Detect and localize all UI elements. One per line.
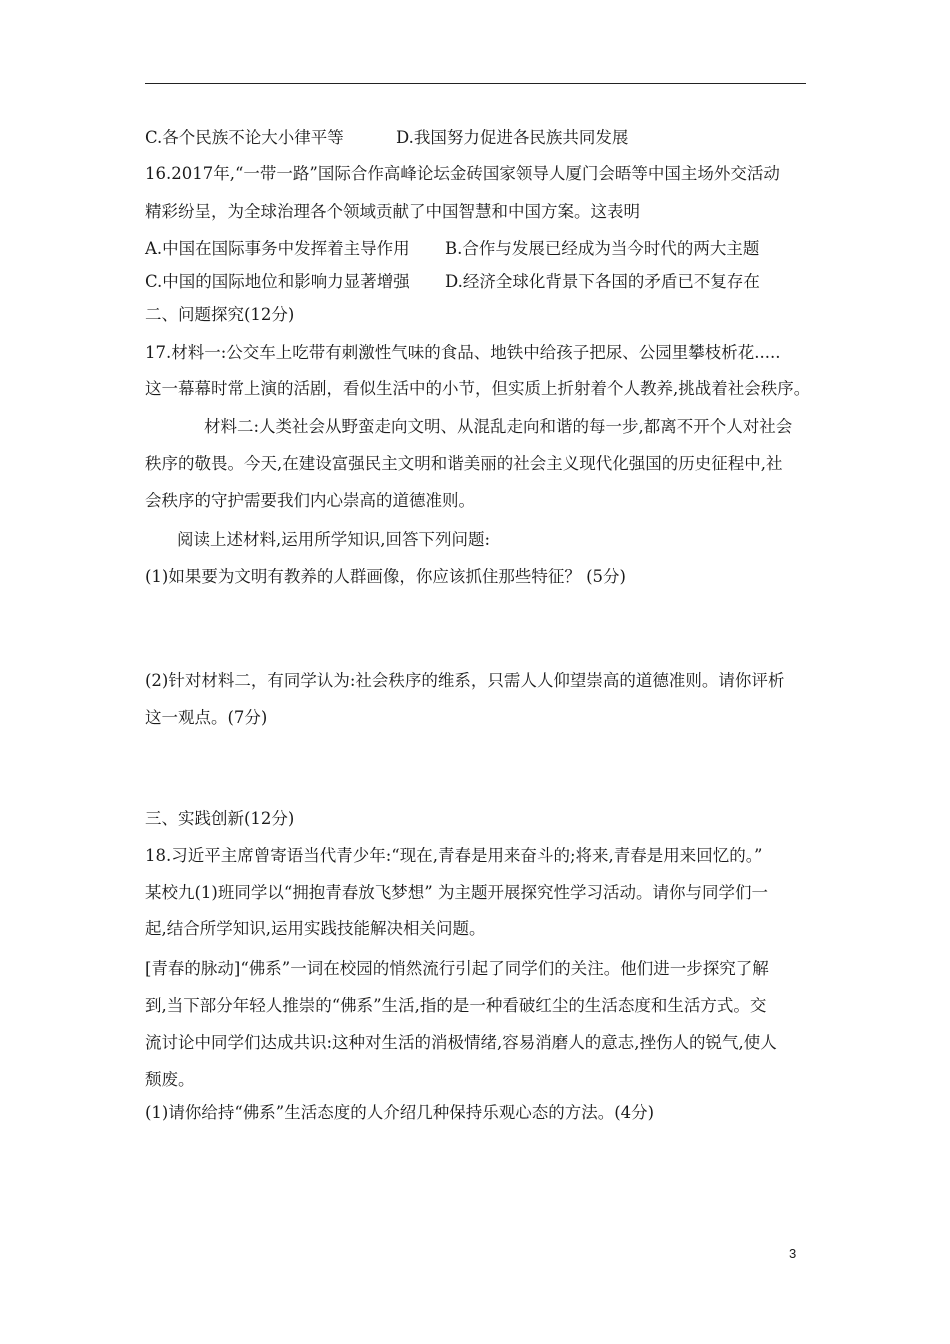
q16-option-a: A.中国在国际事务中发挥着主导作用 — [145, 239, 410, 258]
q16-stem-line-2: 精彩纷呈，为全球治理各个领域贡献了中国智慧和中国方案。这表明 — [145, 202, 640, 221]
q17-sub-question-2-line-1: (2)针对材料二，有同学认为:社会秩序的维系，只需人人仰望崇高的道德准则。请你评析 — [145, 671, 785, 690]
q18-sub-question-1: (1)请你给持“佛系”生活态度的人介绍几种保持乐观心态的方法。(4分) — [145, 1103, 655, 1122]
q17-material-1-line-2: 这一幕幕时常上演的活剧，看似生活中的小节，但实质上折射着个人教养,挑战着社会秩序。 — [145, 379, 811, 398]
q17-material-1-line-1: 17.材料一:公交车上吃带有刺激性气味的食品、地铁中给孩子把尿、公园里攀枝析花..... — [145, 343, 781, 362]
q16-option-d: D.经济全球化背景下各国的矛盾已不复存在 — [445, 272, 760, 291]
q18-pulse-line-2: 到,当下部分年轻人推崇的“佛系”生活,指的是一种看破红尘的生活态度和生活方式。交 — [145, 996, 767, 1015]
q17-material-2-line-3: 会秩序的守护需要我们内心崇高的道德准则。 — [145, 491, 475, 510]
header-rule — [145, 83, 806, 84]
q18-pulse-line-1: [青春的脉动]“佛系”一词在校园的悄然流行引起了同学们的关注。他们进一步探究了解 — [145, 959, 769, 978]
page-number: 3 — [789, 1246, 797, 1261]
q18-pulse-line-3: 流讨论中同学们达成共识:这种对生活的消极情绪,容易消磨人的意志,挫伤人的锐气,使人 — [145, 1033, 777, 1052]
q18-pulse-line-4: 颓废。 — [145, 1070, 195, 1089]
q15-option-d: D.我国努力促进各民族共同发展 — [396, 128, 629, 147]
q18-line-3: 起,结合所学知识,运用实践技能解决相关问题。 — [145, 919, 486, 938]
q16-stem-line-1: 16.2017年,“一带一路”国际合作高峰论坛金砖国家领导人厦门会晤等中国主场外交活动 — [145, 164, 780, 183]
section-2-heading: 二、问题探究(12分) — [145, 305, 295, 324]
q17-sub-question-2-line-2: 这一观点。(7分) — [145, 708, 268, 727]
q16-option-b: B.合作与发展已经成为当今时代的两大主题 — [445, 239, 760, 258]
section-3-heading: 三、实践创新(12分) — [145, 809, 295, 828]
q16-option-c: C.中国的国际地位和影响力显著增强 — [145, 272, 410, 291]
q18-line-1: 18.习近平主席曾寄语当代青少年:“现在,青春是用来奋斗的;将来,青春是用来回忆的。” — [145, 846, 763, 865]
q17-material-2-line-2: 秩序的敬畏。今天,在建设富强民主文明和谐美丽的社会主义现代化强国的历史征程中,社 — [145, 454, 783, 473]
q18-line-2: 某校九(1)班同学以“拥抱青春放飞梦想” 为主题开展探究性学习活动。请你与同学们一 — [145, 883, 768, 902]
q17-instruction: 阅读上述材料,运用所学知识,回答下列问题: — [177, 530, 491, 549]
q17-material-2-line-1: 材料二:人类社会从野蛮走向文明、从混乱走向和谐的每一步,都离不开个人对社会 — [204, 417, 793, 436]
q15-option-c: C.各个民族不论大小律平等 — [145, 128, 344, 147]
q17-sub-question-1: (1)如果要为文明有教养的人群画像，你应该抓住那些特征？ (5分) — [145, 567, 626, 586]
